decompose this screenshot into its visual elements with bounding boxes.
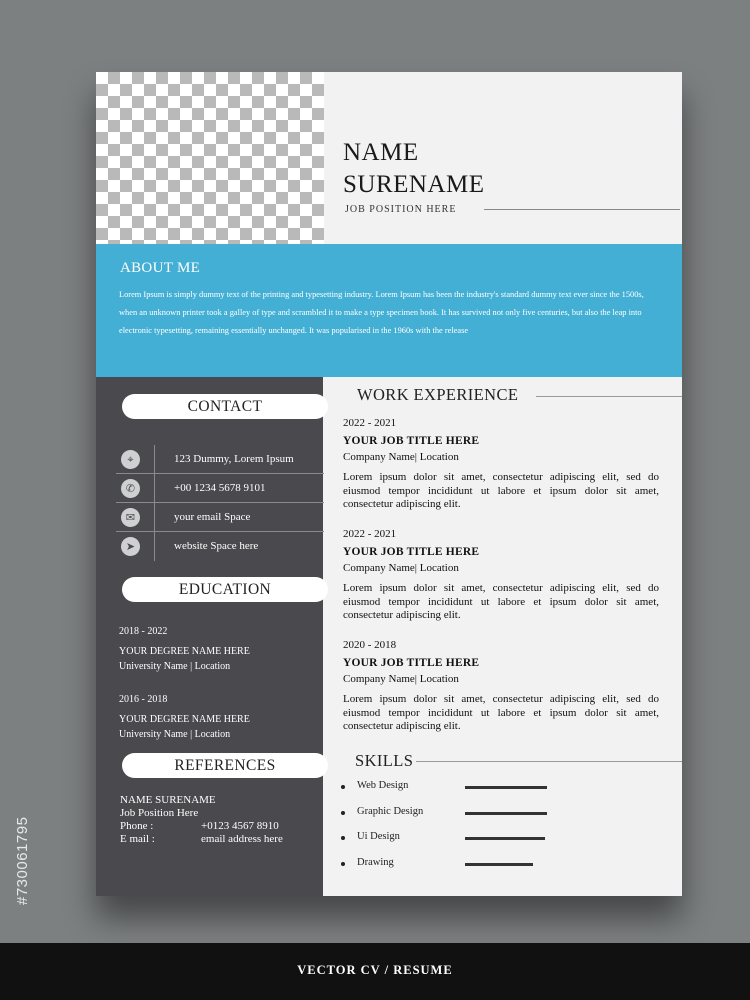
skill-item bbox=[341, 857, 551, 883]
skill-level-bar bbox=[465, 786, 547, 789]
divider bbox=[484, 209, 680, 210]
first-name: NAME bbox=[343, 139, 419, 166]
reference-email-row bbox=[120, 833, 283, 846]
skill-level-bar bbox=[465, 837, 545, 840]
job-entry bbox=[343, 527, 659, 623]
reference-phone-row bbox=[120, 820, 283, 833]
reference-phone: +0123 4567 8910 bbox=[201, 820, 279, 832]
skill-level-bar bbox=[465, 812, 547, 815]
bullet bbox=[341, 862, 345, 866]
reference-email: email address here bbox=[201, 833, 283, 845]
envelope-icon: ✉ bbox=[121, 508, 140, 527]
surname: SURENAME bbox=[343, 171, 485, 198]
references-heading: REFERENCES bbox=[122, 753, 328, 778]
about-title: ABOUT ME bbox=[120, 260, 201, 276]
divider bbox=[154, 474, 155, 502]
job-description: Lorem ipsum dolor sit amet, consectetur adipiscing elit, sed do eiusmod tempor incididunt ut labore et ipsum dolor sit amet, consectetur adipiscing elit. bbox=[343, 582, 659, 621]
divider bbox=[154, 503, 155, 531]
education-entry bbox=[119, 624, 250, 674]
skill-name: Graphic Design bbox=[357, 805, 424, 817]
education-heading: EDUCATION bbox=[122, 577, 328, 602]
skill-item bbox=[341, 831, 551, 857]
divider bbox=[416, 761, 682, 762]
reference-position: Job Position Here bbox=[120, 807, 199, 819]
job-years: 2020 - 2018 bbox=[343, 639, 397, 651]
reference-name: NAME SURENAME bbox=[120, 794, 216, 806]
contact-item bbox=[116, 503, 324, 532]
skill-name: Drawing bbox=[357, 856, 394, 868]
education-entry bbox=[119, 692, 250, 742]
education-degree: YOUR DEGREE NAME HERE bbox=[119, 646, 250, 657]
divider bbox=[154, 532, 155, 561]
job-description: Lorem ipsum dolor sit amet, consectetur adipiscing elit, sed do eiusmod tempor incididunt ut labore et ipsum dolor sit amet, consectetur adipiscing elit. bbox=[343, 693, 659, 732]
job-entry bbox=[343, 638, 659, 734]
photo-placeholder bbox=[96, 72, 324, 244]
about-section bbox=[96, 244, 682, 377]
skills-list bbox=[341, 780, 551, 882]
education-school: University Name | Location bbox=[119, 729, 231, 740]
reference-block bbox=[120, 794, 283, 846]
bullet bbox=[341, 811, 345, 815]
job-years: 2022 - 2021 bbox=[343, 528, 397, 540]
stock-id: #730061795 bbox=[14, 816, 31, 905]
job-title: YOUR JOB TITLE HERE bbox=[343, 657, 480, 669]
work-experience-heading: WORK EXPERIENCE bbox=[357, 385, 519, 404]
education-school: University Name | Location bbox=[119, 661, 231, 672]
contact-address: 123 Dummy, Lorem Ipsum bbox=[174, 453, 294, 465]
job-company: Company Name| Location bbox=[343, 451, 459, 463]
bullet bbox=[341, 785, 345, 789]
email-label: E mail : bbox=[120, 833, 155, 845]
contact-item bbox=[116, 532, 324, 561]
phone-icon: ✆ bbox=[121, 479, 140, 498]
contact-item bbox=[116, 474, 324, 503]
skill-name: Ui Design bbox=[357, 831, 400, 842]
education-degree: YOUR DEGREE NAME HERE bbox=[119, 714, 250, 725]
job-company: Company Name| Location bbox=[343, 673, 459, 685]
job-title: YOUR JOB TITLE HERE bbox=[343, 435, 480, 447]
education-years: 2018 - 2022 bbox=[119, 626, 168, 637]
job-position: JOB POSITION HERE bbox=[345, 204, 457, 215]
resume-sheet bbox=[96, 72, 682, 896]
skills-heading: SKILLS bbox=[355, 751, 414, 770]
bullet bbox=[341, 836, 345, 840]
job-description: Lorem ipsum dolor sit amet, consectetur adipiscing elit, sed do eiusmod tempor incididunt ut labore et ipsum dolor sit amet, consectetur adipiscing elit. bbox=[343, 471, 659, 510]
contact-email: your email Space bbox=[174, 511, 251, 523]
education-years: 2016 - 2018 bbox=[119, 694, 168, 705]
contact-website: website Space here bbox=[174, 540, 259, 552]
job-company: Company Name| Location bbox=[343, 562, 459, 574]
skill-item bbox=[341, 806, 551, 832]
contact-heading: CONTACT bbox=[122, 394, 328, 419]
about-text: Lorem Ipsum is simply dummy text of the printing and typesetting industry. Lorem Ipsum has been the industry's standard dummy text ever since the 1500s, when an unknown printer took a galley of type and scrambled it to make a type specimen book. It has survived not only five centuries, but also the leap into electronic typesetting, remaining essentially unchanged. It was popularised in the 1960s with the release bbox=[119, 290, 644, 335]
skill-level-bar bbox=[465, 863, 533, 866]
phone-label: Phone : bbox=[120, 820, 154, 832]
job-entry bbox=[343, 416, 659, 512]
contact-item bbox=[116, 445, 324, 474]
divider bbox=[154, 445, 155, 473]
cursor-icon: ➤ bbox=[121, 537, 140, 556]
contact-phone: +00 1234 5678 9101 bbox=[174, 482, 266, 494]
job-years: 2022 - 2021 bbox=[343, 417, 397, 429]
skill-item bbox=[341, 780, 551, 806]
location-pin-icon: ⌖ bbox=[121, 450, 140, 469]
contact-list bbox=[116, 445, 324, 561]
job-title: YOUR JOB TITLE HERE bbox=[343, 546, 480, 558]
divider bbox=[536, 396, 682, 397]
footer-title: VECTOR CV / RESUME bbox=[297, 963, 453, 977]
skill-name: Web Design bbox=[357, 780, 409, 791]
